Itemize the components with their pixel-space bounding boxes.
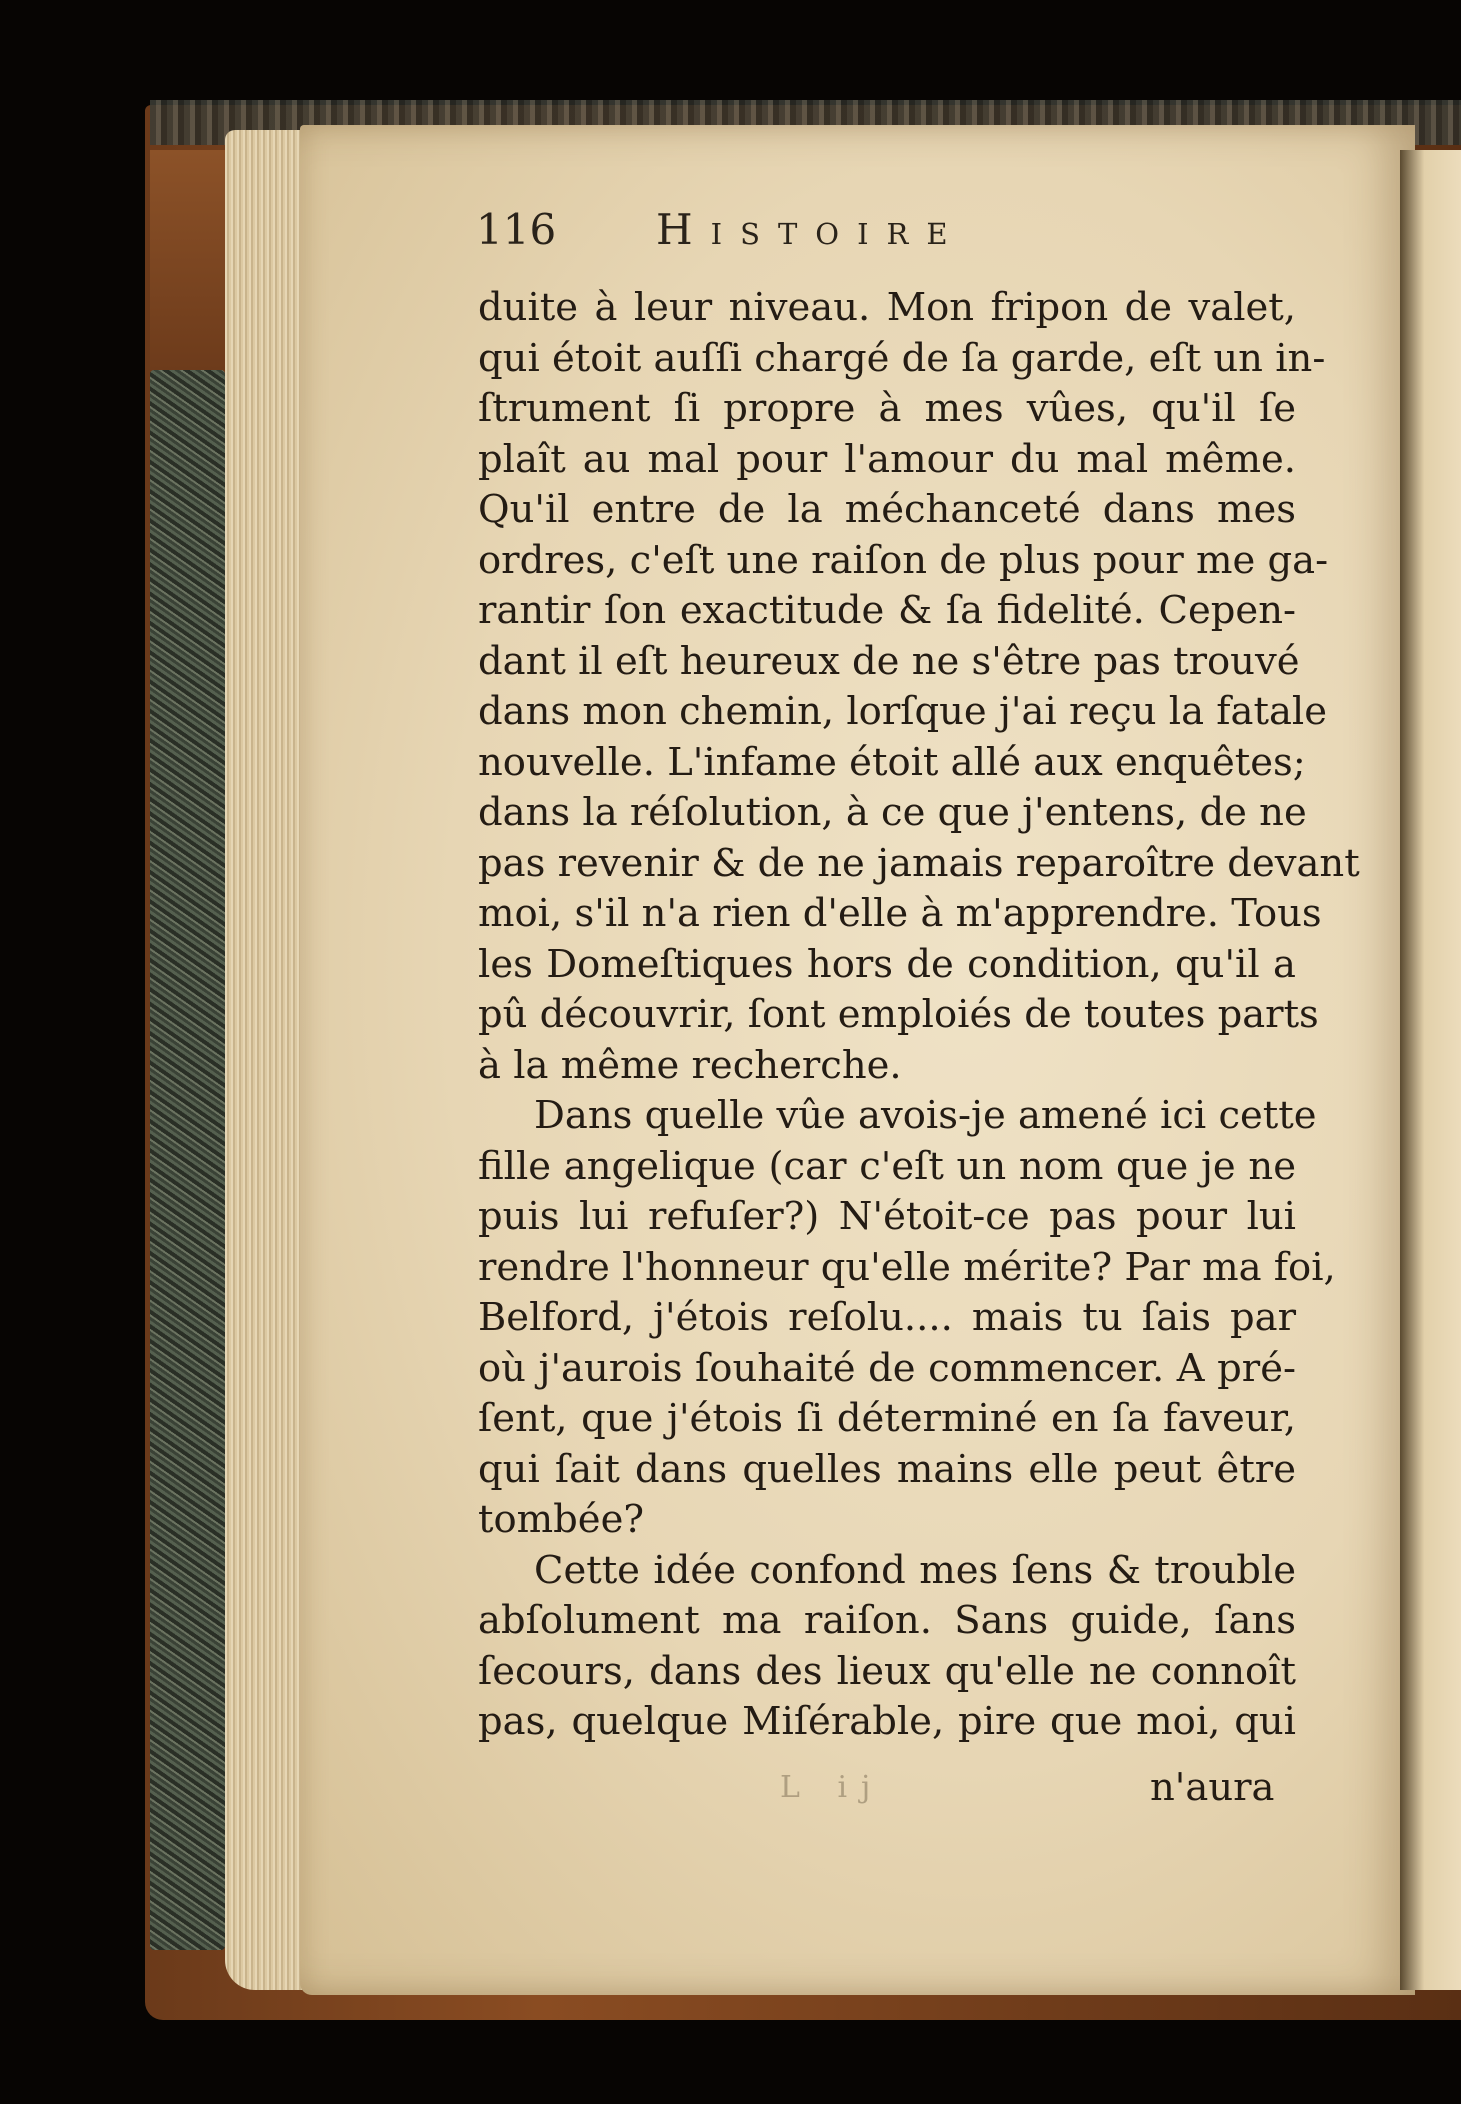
text-line: tombée? [478,1497,645,1542]
text-line: ſecours, dans des lieux qu'elle ne connoît [478,1648,1296,1694]
text-line: Dans quelle vûe avois-je amené ici cette [534,1093,1317,1138]
text-line: dant il eſt heureux de ne s'être pas trouvé [478,638,1300,684]
text-line: ſent, que j'étois ſi déterminé en ſa faveur, [478,1396,1296,1441]
text-line: où j'aurois ſouhaité de commencer. A pré- [478,1345,1296,1391]
text-line: ordres, c'eſt une raiſon de plus pour me ga- [478,537,1329,583]
text-line: dans mon chemin, lorſque j'ai reçu la fatale [478,689,1327,734]
marbled-endpaper [150,370,225,1950]
text-line: fille angelique (car c'eſt un nom que je ne [478,1143,1296,1189]
body-text [478,283,1360,1748]
spine-leather [150,150,225,370]
text-line: pû découvrir, ſont emploiés de toutes parts [478,992,1319,1037]
text-line: Belford, j'étois reſolu.... mais tu ſais par [478,1295,1296,1340]
text-line: rantir ſon exactitude & ſa fidelité. Cepen- [478,588,1296,633]
text-line: qui ſait dans quelles mains elle peut être [478,1446,1296,1492]
page-edges [225,130,310,1990]
facing-page-edge [1400,150,1461,1990]
text-line: qui étoit auſſi chargé de ſa garde, eſt un in- [478,335,1326,381]
text-line: pas, quelque Miſérable, pire que moi, qui [478,1699,1296,1744]
text-line: Cette idée confond mes ſens & trouble [534,1547,1296,1593]
text-line: nouvelle. L'infame étoit allé aux enquêtes; [478,739,1306,785]
text-line: les Domeſtiques hors de condition, qu'il a [478,941,1296,987]
text-line: moi, s'il n'a rien d'elle à m'apprendre. Tous [478,891,1322,936]
signature-mark: L ij [780,1770,885,1805]
text-line: abſolument ma raiſon. Sans guide, ſans [478,1598,1296,1643]
text-line: dans la réſolution, à ce que j'entens, de ne [478,790,1307,835]
page-number: 116 [476,205,557,254]
running-title: Histoire [656,205,966,254]
text-line: puis lui refuſer?) N'étoit-ce pas pour lui [478,1194,1296,1239]
text-line: à la même recherche. [478,1042,902,1088]
text-line: duite à leur niveau. Mon fripon de valet, [478,285,1296,330]
text-line: pas revenir & de ne jamais reparoître devant [478,840,1360,886]
text-line: Qu'il entre de la méchanceté dans mes [478,487,1296,532]
catchword: n'aura [1150,1765,1275,1810]
text-line: plaît au mal pour l'amour du mal même. [478,436,1296,482]
text-line: rendre l'honneur qu'elle mérite? Par ma foi, [478,1244,1336,1290]
text-line: ſtrument ſi propre à mes vûes, qu'il ſe [478,386,1296,431]
